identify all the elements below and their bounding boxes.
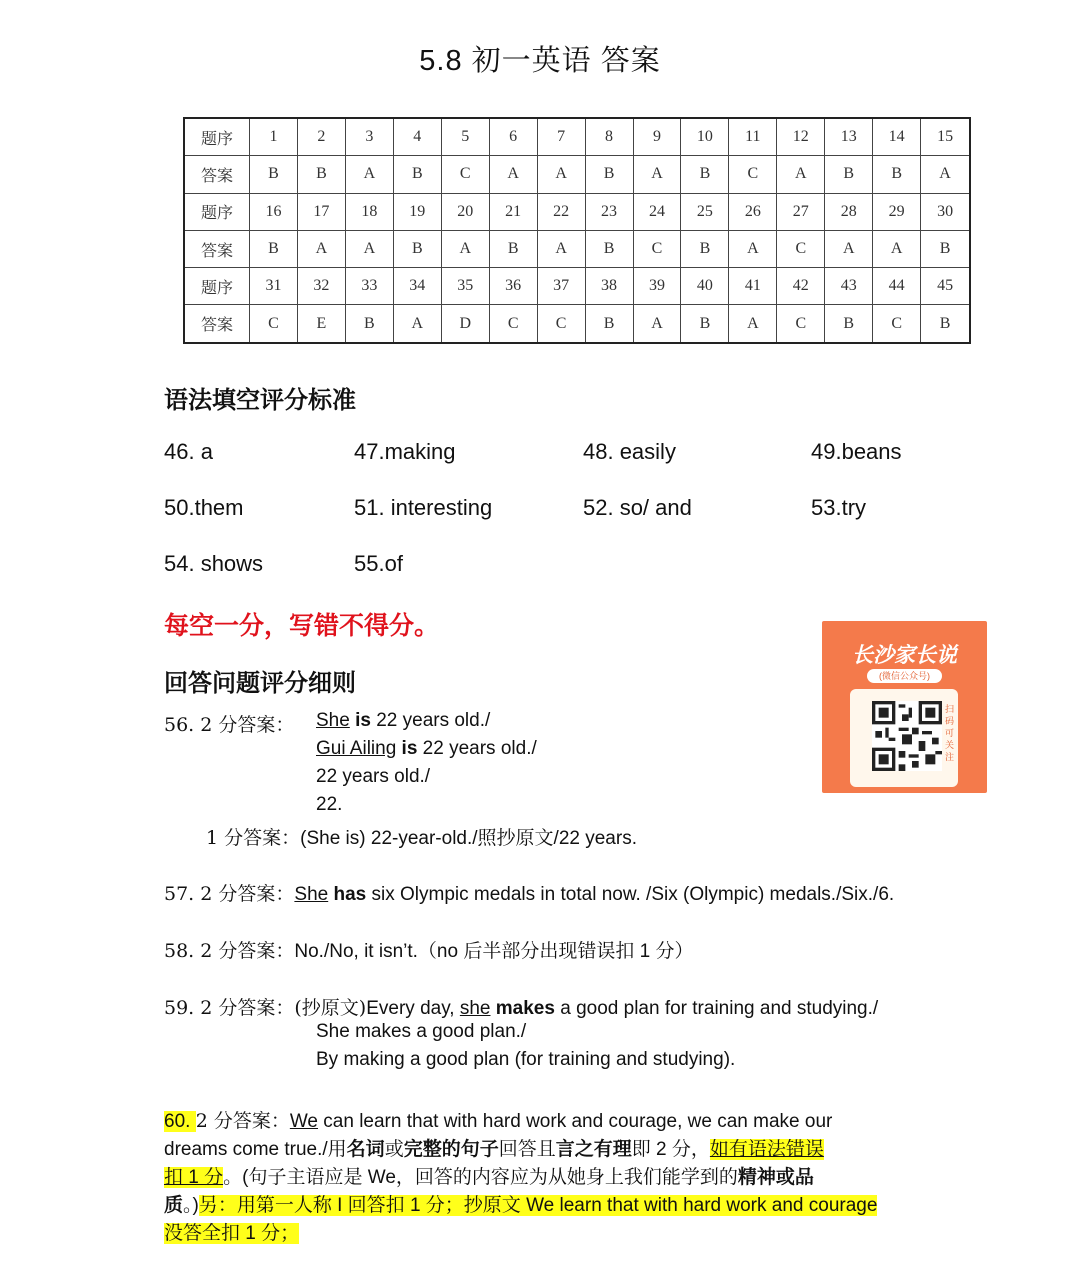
table-cell: B [681,230,729,267]
grammar-item: 54. shows [164,551,264,576]
table-cell: A [537,230,585,267]
table-cell: A [345,230,393,267]
table-cell: B [393,230,441,267]
table-cell: 41 [729,268,777,305]
table-cell: 5 [441,118,489,156]
table-cell: 7 [537,118,585,156]
grammar-item: 48. easily [583,439,676,464]
grammar-item: 53.try [811,495,867,520]
page-title: 5.8 初一英语 答案 [419,45,661,77]
q59-answer-3: By making a good plan (for training and studying). [316,1049,736,1070]
table-cell: C [489,305,537,343]
table-cell: C [250,305,298,343]
row-label: 答案 [184,305,250,343]
qr-brand: 长沙家长说 [852,644,957,667]
table-cell: 18 [345,193,393,230]
table-cell: A [777,156,825,193]
table-cell: 29 [873,193,921,230]
table-cell: 21 [489,193,537,230]
q56-answer-4: 22. [316,794,343,815]
q60-line-1: 60. 2 分答案：We can learn that with hard work and courage, we can make our [164,1110,833,1132]
table-cell: 44 [873,268,921,305]
table-cell: B [681,156,729,193]
table-cell: B [250,156,298,193]
table-cell: A [633,156,681,193]
table-cell: 31 [250,268,298,305]
table-cell: A [297,230,345,267]
row-label: 答案 [184,156,250,193]
grammar-heading: 语法填空评分标准 [164,387,356,414]
table-cell: 33 [345,268,393,305]
q56-answer-2: Gui Ailing is 22 years old./ [316,738,537,759]
table-cell: B [393,156,441,193]
table-row [184,193,970,230]
q60-line-2: dreams come true./用名词或完整的句子回答且言之有理即 2 分，如有语法错误 [164,1139,824,1160]
table-cell: 2 [297,118,345,156]
table-cell: 37 [537,268,585,305]
table-cell: 25 [681,193,729,230]
table-cell: C [633,230,681,267]
table-cell: B [825,156,873,193]
table-cell: B [297,156,345,193]
q60-line-5: 没答全扣 1 分； [164,1223,300,1244]
table-cell: C [729,156,777,193]
qr-scan-text: 扫码可关注 [945,704,955,762]
table-cell: 30 [921,193,970,230]
table-cell: C [777,305,825,343]
table-cell: A [537,156,585,193]
row-label: 答案 [184,230,250,267]
grammar-item: 46. a [164,439,213,464]
table-cell: C [441,156,489,193]
table-cell: 3 [345,118,393,156]
table-cell: 35 [441,268,489,305]
qr-code-icon [872,701,942,771]
table-cell: 34 [393,268,441,305]
table-cell: 24 [633,193,681,230]
q58-line: 58. 2 分答案：No./No, it isn’t.（no 后半部分出现错误扣 1 分） [164,940,694,962]
table-cell: B [921,230,970,267]
table-cell: A [873,230,921,267]
table-cell: B [585,230,633,267]
q60-line-4: 质。)另：用第一人称 I 回答扣 1 分；抄原文 We learn that with hard work and courage [164,1195,878,1216]
table-cell: E [297,305,345,343]
table-cell: 39 [633,268,681,305]
table-cell: 8 [585,118,633,156]
table-cell: A [489,156,537,193]
table-cell: B [921,305,970,343]
table-cell: 4 [393,118,441,156]
table-cell: C [777,230,825,267]
table-cell: 16 [250,193,298,230]
table-cell: D [441,305,489,343]
table-cell: 42 [777,268,825,305]
table-cell: B [873,156,921,193]
q56-line [164,710,294,737]
row-label: 题序 [184,118,250,156]
grammar-item: 55.of [354,551,403,576]
answer-table [183,117,971,344]
grammar-scoring-note: 每空一分，写错不得分。 [164,612,440,640]
q56-answer-1: She is 22 years old./ [316,710,491,731]
q59-answer-2: She makes a good plan./ [316,1021,527,1042]
q60-line-3: 扣 1 分。(句子主语应是 We，回答的内容应为从她身上我们能学到的精神或品 [164,1167,814,1188]
table-cell: A [921,156,970,193]
q59-line: 59. 2 分答案：(抄原文)Every day, she makes a good plan for training and studying./ [164,997,879,1019]
grammar-item: 51. interesting [354,495,493,520]
table-cell: 27 [777,193,825,230]
grammar-item: 50.them [164,495,244,520]
table-cell: 1 [250,118,298,156]
table-cell: 20 [441,193,489,230]
table-cell: B [250,230,298,267]
q56-answer-3: 22 years old./ [316,766,431,787]
table-cell: A [393,305,441,343]
row-label: 题序 [184,268,250,305]
table-cell: 43 [825,268,873,305]
table-cell: A [825,230,873,267]
table-cell: 15 [921,118,970,156]
table-row [184,305,970,343]
table-cell: 6 [489,118,537,156]
table-cell: A [441,230,489,267]
table-cell: 32 [297,268,345,305]
table-row [184,156,970,193]
table-cell: 26 [729,193,777,230]
table-cell: A [729,305,777,343]
table-cell: A [345,156,393,193]
table-cell: C [537,305,585,343]
table-row [184,230,970,267]
table-cell: 36 [489,268,537,305]
table-cell: 45 [921,268,970,305]
table-cell: 12 [777,118,825,156]
table-cell: 19 [393,193,441,230]
table-row [184,118,970,156]
table-cell: 13 [825,118,873,156]
table-cell: B [345,305,393,343]
row-label: 题序 [184,193,250,230]
grammar-item: 49.beans [811,439,902,464]
table-cell: 22 [537,193,585,230]
table-cell: B [681,305,729,343]
table-cell: B [585,156,633,193]
grammar-item: 52. so/ and [583,495,692,520]
table-cell: 9 [633,118,681,156]
table-row [184,268,970,305]
table-cell: 10 [681,118,729,156]
table-cell: 23 [585,193,633,230]
table-cell: B [825,305,873,343]
table-cell: 38 [585,268,633,305]
qr-sub: (微信公众号) [867,669,942,683]
qr-promo-card[interactable] [822,621,987,793]
table-cell: 28 [825,193,873,230]
qa-heading: 回答问题评分细则 [164,670,356,697]
q56-prefix: 56. 2 分答案： [164,714,295,736]
table-cell: 40 [681,268,729,305]
table-cell: 17 [297,193,345,230]
table-cell: A [729,230,777,267]
grammar-item: 47.making [354,439,456,464]
q57-line: 57. 2 分答案：She has six Olympic medals in total now. /Six (Olympic) medals./Six./6. [164,883,895,905]
q56-one-point: 1 分答案：(She is) 22-year-old./照抄原文/22 years. [206,827,637,849]
table-cell: B [585,305,633,343]
table-cell: C [873,305,921,343]
table-cell: 11 [729,118,777,156]
table-cell: 14 [873,118,921,156]
table-cell: B [489,230,537,267]
table-cell: A [633,305,681,343]
